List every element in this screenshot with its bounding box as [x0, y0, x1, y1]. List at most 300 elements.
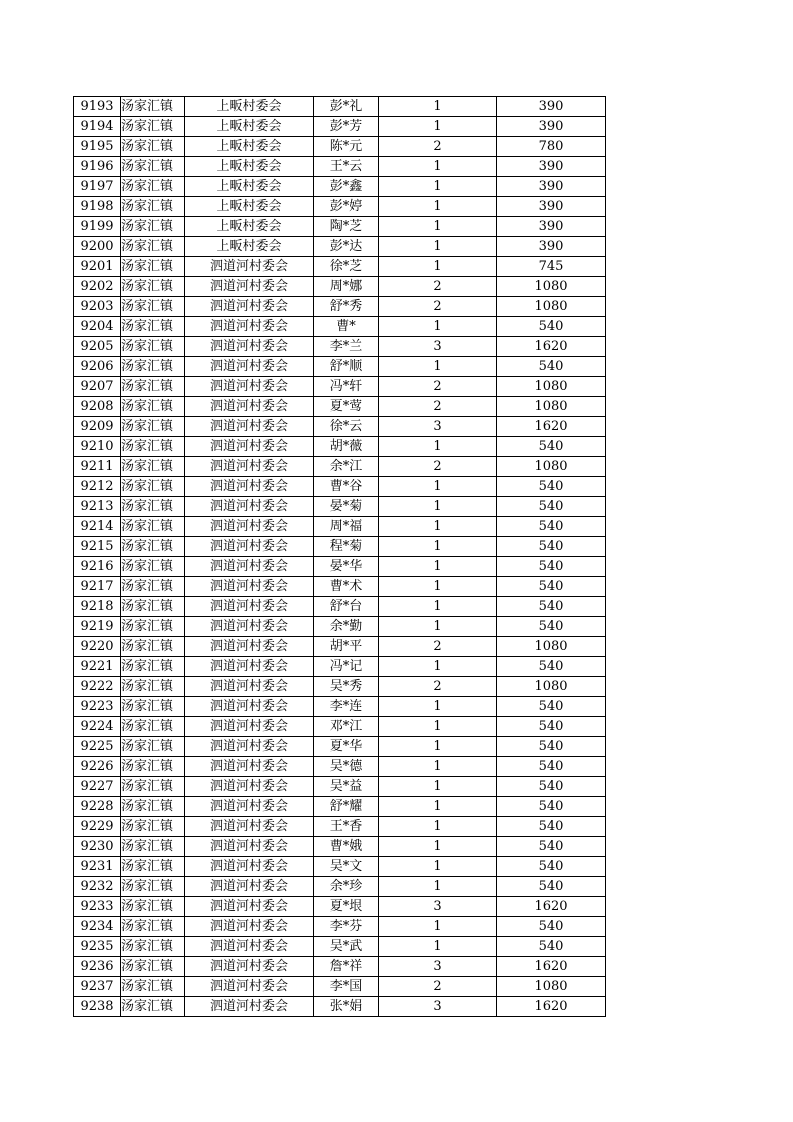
household-count-cell: 1: [379, 697, 497, 717]
amount-cell: 1080: [497, 277, 606, 297]
village-cell: 上畈村委会: [185, 237, 314, 257]
village-cell: 泗道河村委会: [185, 917, 314, 937]
record-number-cell: 9207: [74, 377, 121, 397]
person-name-cell: 曹*: [314, 317, 379, 337]
amount-cell: 540: [497, 357, 606, 377]
record-number-cell: 9217: [74, 577, 121, 597]
amount-cell: 540: [497, 777, 606, 797]
household-count-cell: 1: [379, 757, 497, 777]
amount-cell: 1620: [497, 957, 606, 977]
table-row: [74, 577, 606, 597]
record-number-cell: 9216: [74, 557, 121, 577]
household-count-cell: 3: [379, 337, 497, 357]
record-number-cell: 9222: [74, 677, 121, 697]
table-row: [74, 897, 606, 917]
household-count-cell: 1: [379, 837, 497, 857]
table-row: [74, 277, 606, 297]
person-name-cell: 舒*台: [314, 597, 379, 617]
amount-cell: 540: [497, 597, 606, 617]
person-name-cell: 晏*菊: [314, 497, 379, 517]
town-cell: 汤家汇镇: [121, 397, 185, 417]
amount-cell: 1620: [497, 997, 606, 1017]
record-number-cell: 9213: [74, 497, 121, 517]
table-row: [74, 517, 606, 537]
record-number-cell: 9208: [74, 397, 121, 417]
amount-cell: 390: [497, 217, 606, 237]
town-cell: 汤家汇镇: [121, 777, 185, 797]
records-table: [73, 96, 606, 1017]
household-count-cell: 1: [379, 817, 497, 837]
village-cell: 泗道河村委会: [185, 657, 314, 677]
person-name-cell: 周*福: [314, 517, 379, 537]
town-cell: 汤家汇镇: [121, 97, 185, 117]
household-count-cell: 3: [379, 417, 497, 437]
table-row: [74, 937, 606, 957]
household-count-cell: 1: [379, 917, 497, 937]
person-name-cell: 胡*平: [314, 637, 379, 657]
village-cell: 泗道河村委会: [185, 977, 314, 997]
record-number-cell: 9224: [74, 717, 121, 737]
table-row: [74, 157, 606, 177]
person-name-cell: 张*娟: [314, 997, 379, 1017]
record-number-cell: 9193: [74, 97, 121, 117]
record-number-cell: 9197: [74, 177, 121, 197]
person-name-cell: 陈*元: [314, 137, 379, 157]
village-cell: 上畈村委会: [185, 97, 314, 117]
village-cell: 泗道河村委会: [185, 877, 314, 897]
record-number-cell: 9209: [74, 417, 121, 437]
town-cell: 汤家汇镇: [121, 317, 185, 337]
table-row: [74, 217, 606, 237]
household-count-cell: 2: [379, 457, 497, 477]
record-number-cell: 9236: [74, 957, 121, 977]
amount-cell: 390: [497, 117, 606, 137]
amount-cell: 1080: [497, 297, 606, 317]
table-row: [74, 997, 606, 1017]
village-cell: 泗道河村委会: [185, 277, 314, 297]
amount-cell: 540: [497, 557, 606, 577]
amount-cell: 540: [497, 577, 606, 597]
record-number-cell: 9210: [74, 437, 121, 457]
person-name-cell: 徐*云: [314, 417, 379, 437]
person-name-cell: 曹*谷: [314, 477, 379, 497]
village-cell: 泗道河村委会: [185, 417, 314, 437]
household-count-cell: 1: [379, 117, 497, 137]
table-row: [74, 117, 606, 137]
village-cell: 泗道河村委会: [185, 997, 314, 1017]
person-name-cell: 吴*秀: [314, 677, 379, 697]
household-count-cell: 1: [379, 797, 497, 817]
table-row: [74, 697, 606, 717]
person-name-cell: 詹*祥: [314, 957, 379, 977]
table-row: [74, 397, 606, 417]
record-number-cell: 9230: [74, 837, 121, 857]
person-name-cell: 彭*礼: [314, 97, 379, 117]
person-name-cell: 李*兰: [314, 337, 379, 357]
table-row: [74, 137, 606, 157]
village-cell: 上畈村委会: [185, 177, 314, 197]
table-row: [74, 257, 606, 277]
town-cell: 汤家汇镇: [121, 377, 185, 397]
household-count-cell: 1: [379, 257, 497, 277]
village-cell: 泗道河村委会: [185, 937, 314, 957]
record-number-cell: 9228: [74, 797, 121, 817]
person-name-cell: 邓*江: [314, 717, 379, 737]
person-name-cell: 余*珍: [314, 877, 379, 897]
amount-cell: 540: [497, 737, 606, 757]
table-row: [74, 957, 606, 977]
amount-cell: 1080: [497, 377, 606, 397]
record-number-cell: 9194: [74, 117, 121, 137]
record-number-cell: 9212: [74, 477, 121, 497]
village-cell: 泗道河村委会: [185, 577, 314, 597]
amount-cell: 1080: [497, 637, 606, 657]
amount-cell: 780: [497, 137, 606, 157]
town-cell: 汤家汇镇: [121, 537, 185, 557]
table-row: [74, 737, 606, 757]
amount-cell: 540: [497, 717, 606, 737]
household-count-cell: 2: [379, 297, 497, 317]
town-cell: 汤家汇镇: [121, 617, 185, 637]
person-name-cell: 李*连: [314, 697, 379, 717]
household-count-cell: 2: [379, 277, 497, 297]
village-cell: 泗道河村委会: [185, 857, 314, 877]
person-name-cell: 彭*达: [314, 237, 379, 257]
record-number-cell: 9227: [74, 777, 121, 797]
amount-cell: 540: [497, 317, 606, 337]
town-cell: 汤家汇镇: [121, 417, 185, 437]
person-name-cell: 晏*华: [314, 557, 379, 577]
village-cell: 泗道河村委会: [185, 837, 314, 857]
person-name-cell: 李*芬: [314, 917, 379, 937]
town-cell: 汤家汇镇: [121, 817, 185, 837]
town-cell: 汤家汇镇: [121, 757, 185, 777]
village-cell: 泗道河村委会: [185, 697, 314, 717]
village-cell: 泗道河村委会: [185, 517, 314, 537]
person-name-cell: 冯*轩: [314, 377, 379, 397]
village-cell: 上畈村委会: [185, 117, 314, 137]
town-cell: 汤家汇镇: [121, 257, 185, 277]
town-cell: 汤家汇镇: [121, 237, 185, 257]
town-cell: 汤家汇镇: [121, 957, 185, 977]
record-number-cell: 9231: [74, 857, 121, 877]
person-name-cell: 夏*华: [314, 737, 379, 757]
household-count-cell: 1: [379, 317, 497, 337]
record-number-cell: 9219: [74, 617, 121, 637]
person-name-cell: 舒*耀: [314, 797, 379, 817]
table-row: [74, 597, 606, 617]
village-cell: 泗道河村委会: [185, 897, 314, 917]
village-cell: 泗道河村委会: [185, 497, 314, 517]
village-cell: 泗道河村委会: [185, 777, 314, 797]
household-count-cell: 1: [379, 557, 497, 577]
amount-cell: 540: [497, 477, 606, 497]
amount-cell: 540: [497, 877, 606, 897]
table-row: [74, 377, 606, 397]
record-number-cell: 9199: [74, 217, 121, 237]
amount-cell: 390: [497, 237, 606, 257]
household-count-cell: 1: [379, 97, 497, 117]
household-count-cell: 1: [379, 577, 497, 597]
table-row: [74, 357, 606, 377]
town-cell: 汤家汇镇: [121, 977, 185, 997]
person-name-cell: 余*江: [314, 457, 379, 477]
household-count-cell: 1: [379, 617, 497, 637]
record-number-cell: 9238: [74, 997, 121, 1017]
village-cell: 泗道河村委会: [185, 757, 314, 777]
amount-cell: 540: [497, 617, 606, 637]
record-number-cell: 9223: [74, 697, 121, 717]
table-row: [74, 817, 606, 837]
table-row: [74, 857, 606, 877]
person-name-cell: 吴*武: [314, 937, 379, 957]
town-cell: 汤家汇镇: [121, 197, 185, 217]
household-count-cell: 1: [379, 237, 497, 257]
record-number-cell: 9204: [74, 317, 121, 337]
person-name-cell: 李*国: [314, 977, 379, 997]
household-count-cell: 1: [379, 777, 497, 797]
table-row: [74, 197, 606, 217]
table-row: [74, 97, 606, 117]
household-count-cell: 3: [379, 957, 497, 977]
person-name-cell: 彭*婷: [314, 197, 379, 217]
household-count-cell: 1: [379, 737, 497, 757]
record-number-cell: 9237: [74, 977, 121, 997]
amount-cell: 540: [497, 537, 606, 557]
town-cell: 汤家汇镇: [121, 737, 185, 757]
table-row: [74, 837, 606, 857]
record-number-cell: 9226: [74, 757, 121, 777]
village-cell: 泗道河村委会: [185, 797, 314, 817]
record-number-cell: 9221: [74, 657, 121, 677]
person-name-cell: 王*云: [314, 157, 379, 177]
record-number-cell: 9235: [74, 937, 121, 957]
town-cell: 汤家汇镇: [121, 797, 185, 817]
person-name-cell: 夏*莺: [314, 397, 379, 417]
table-row: [74, 337, 606, 357]
table-row: [74, 177, 606, 197]
amount-cell: 540: [497, 817, 606, 837]
amount-cell: 540: [497, 937, 606, 957]
town-cell: 汤家汇镇: [121, 997, 185, 1017]
village-cell: 泗道河村委会: [185, 597, 314, 617]
town-cell: 汤家汇镇: [121, 277, 185, 297]
amount-cell: 390: [497, 157, 606, 177]
village-cell: 泗道河村委会: [185, 717, 314, 737]
table-row: [74, 457, 606, 477]
village-cell: 泗道河村委会: [185, 437, 314, 457]
village-cell: 泗道河村委会: [185, 337, 314, 357]
record-number-cell: 9201: [74, 257, 121, 277]
record-number-cell: 9214: [74, 517, 121, 537]
household-count-cell: 2: [379, 397, 497, 417]
table-row: [74, 757, 606, 777]
amount-cell: 540: [497, 837, 606, 857]
village-cell: 泗道河村委会: [185, 537, 314, 557]
village-cell: 泗道河村委会: [185, 397, 314, 417]
amount-cell: 540: [497, 497, 606, 517]
town-cell: 汤家汇镇: [121, 117, 185, 137]
town-cell: 汤家汇镇: [121, 677, 185, 697]
amount-cell: 540: [497, 517, 606, 537]
town-cell: 汤家汇镇: [121, 637, 185, 657]
record-number-cell: 9211: [74, 457, 121, 477]
amount-cell: 540: [497, 437, 606, 457]
table-row: [74, 777, 606, 797]
town-cell: 汤家汇镇: [121, 877, 185, 897]
amount-cell: 1080: [497, 457, 606, 477]
table-row: [74, 477, 606, 497]
person-name-cell: 程*菊: [314, 537, 379, 557]
person-name-cell: 吴*德: [314, 757, 379, 777]
town-cell: 汤家汇镇: [121, 297, 185, 317]
town-cell: 汤家汇镇: [121, 517, 185, 537]
amount-cell: 540: [497, 917, 606, 937]
household-count-cell: 2: [379, 637, 497, 657]
household-count-cell: 1: [379, 517, 497, 537]
village-cell: 泗道河村委会: [185, 617, 314, 637]
village-cell: 泗道河村委会: [185, 637, 314, 657]
village-cell: 泗道河村委会: [185, 377, 314, 397]
town-cell: 汤家汇镇: [121, 457, 185, 477]
village-cell: 泗道河村委会: [185, 557, 314, 577]
table-row: [74, 797, 606, 817]
household-count-cell: 1: [379, 657, 497, 677]
person-name-cell: 夏*垠: [314, 897, 379, 917]
village-cell: 泗道河村委会: [185, 357, 314, 377]
record-number-cell: 9232: [74, 877, 121, 897]
person-name-cell: 冯*记: [314, 657, 379, 677]
record-number-cell: 9206: [74, 357, 121, 377]
table-row: [74, 537, 606, 557]
record-number-cell: 9203: [74, 297, 121, 317]
person-name-cell: 吴*文: [314, 857, 379, 877]
person-name-cell: 舒*顺: [314, 357, 379, 377]
town-cell: 汤家汇镇: [121, 437, 185, 457]
amount-cell: 540: [497, 757, 606, 777]
amount-cell: 540: [497, 797, 606, 817]
person-name-cell: 彭*芳: [314, 117, 379, 137]
amount-cell: 1620: [497, 337, 606, 357]
town-cell: 汤家汇镇: [121, 937, 185, 957]
record-number-cell: 9234: [74, 917, 121, 937]
record-number-cell: 9218: [74, 597, 121, 617]
table-row: [74, 917, 606, 937]
record-number-cell: 9233: [74, 897, 121, 917]
household-count-cell: 1: [379, 437, 497, 457]
household-count-cell: 1: [379, 217, 497, 237]
village-cell: 泗道河村委会: [185, 297, 314, 317]
household-count-cell: 1: [379, 357, 497, 377]
person-name-cell: 周*娜: [314, 277, 379, 297]
town-cell: 汤家汇镇: [121, 597, 185, 617]
town-cell: 汤家汇镇: [121, 577, 185, 597]
household-count-cell: 3: [379, 897, 497, 917]
amount-cell: 540: [497, 697, 606, 717]
amount-cell: 1620: [497, 897, 606, 917]
village-cell: 泗道河村委会: [185, 677, 314, 697]
person-name-cell: 曹*术: [314, 577, 379, 597]
amount-cell: 390: [497, 97, 606, 117]
table-row: [74, 297, 606, 317]
town-cell: 汤家汇镇: [121, 217, 185, 237]
amount-cell: 390: [497, 177, 606, 197]
record-number-cell: 9195: [74, 137, 121, 157]
household-count-cell: 1: [379, 197, 497, 217]
household-count-cell: 1: [379, 177, 497, 197]
amount-cell: 1620: [497, 417, 606, 437]
household-count-cell: 1: [379, 477, 497, 497]
household-count-cell: 1: [379, 537, 497, 557]
table-row: [74, 557, 606, 577]
person-name-cell: 曹*娥: [314, 837, 379, 857]
person-name-cell: 余*勤: [314, 617, 379, 637]
household-count-cell: 1: [379, 597, 497, 617]
table-row: [74, 237, 606, 257]
record-number-cell: 9198: [74, 197, 121, 217]
record-number-cell: 9225: [74, 737, 121, 757]
record-number-cell: 9229: [74, 817, 121, 837]
household-count-cell: 2: [379, 977, 497, 997]
record-number-cell: 9220: [74, 637, 121, 657]
town-cell: 汤家汇镇: [121, 857, 185, 877]
village-cell: 上畈村委会: [185, 157, 314, 177]
table-row: [74, 717, 606, 737]
amount-cell: 1080: [497, 397, 606, 417]
town-cell: 汤家汇镇: [121, 917, 185, 937]
town-cell: 汤家汇镇: [121, 157, 185, 177]
table-row: [74, 677, 606, 697]
town-cell: 汤家汇镇: [121, 717, 185, 737]
town-cell: 汤家汇镇: [121, 337, 185, 357]
table-row: [74, 637, 606, 657]
table-row: [74, 617, 606, 637]
table-row: [74, 437, 606, 457]
person-name-cell: 舒*秀: [314, 297, 379, 317]
town-cell: 汤家汇镇: [121, 357, 185, 377]
table-row: [74, 317, 606, 337]
person-name-cell: 吴*益: [314, 777, 379, 797]
town-cell: 汤家汇镇: [121, 497, 185, 517]
village-cell: 泗道河村委会: [185, 317, 314, 337]
records-body: [74, 97, 606, 1017]
person-name-cell: 彭*鑫: [314, 177, 379, 197]
village-cell: 泗道河村委会: [185, 737, 314, 757]
record-number-cell: 9215: [74, 537, 121, 557]
household-count-cell: 1: [379, 717, 497, 737]
village-cell: 泗道河村委会: [185, 257, 314, 277]
household-count-cell: 1: [379, 937, 497, 957]
amount-cell: 1080: [497, 677, 606, 697]
town-cell: 汤家汇镇: [121, 657, 185, 677]
record-number-cell: 9205: [74, 337, 121, 357]
village-cell: 上畈村委会: [185, 197, 314, 217]
table-row: [74, 417, 606, 437]
village-cell: 泗道河村委会: [185, 457, 314, 477]
household-count-cell: 2: [379, 137, 497, 157]
household-count-cell: 1: [379, 497, 497, 517]
village-cell: 上畈村委会: [185, 217, 314, 237]
record-number-cell: 9200: [74, 237, 121, 257]
town-cell: 汤家汇镇: [121, 137, 185, 157]
town-cell: 汤家汇镇: [121, 477, 185, 497]
amount-cell: 540: [497, 657, 606, 677]
amount-cell: 1080: [497, 977, 606, 997]
amount-cell: 745: [497, 257, 606, 277]
person-name-cell: 徐*芝: [314, 257, 379, 277]
amount-cell: 540: [497, 857, 606, 877]
household-count-cell: 1: [379, 877, 497, 897]
